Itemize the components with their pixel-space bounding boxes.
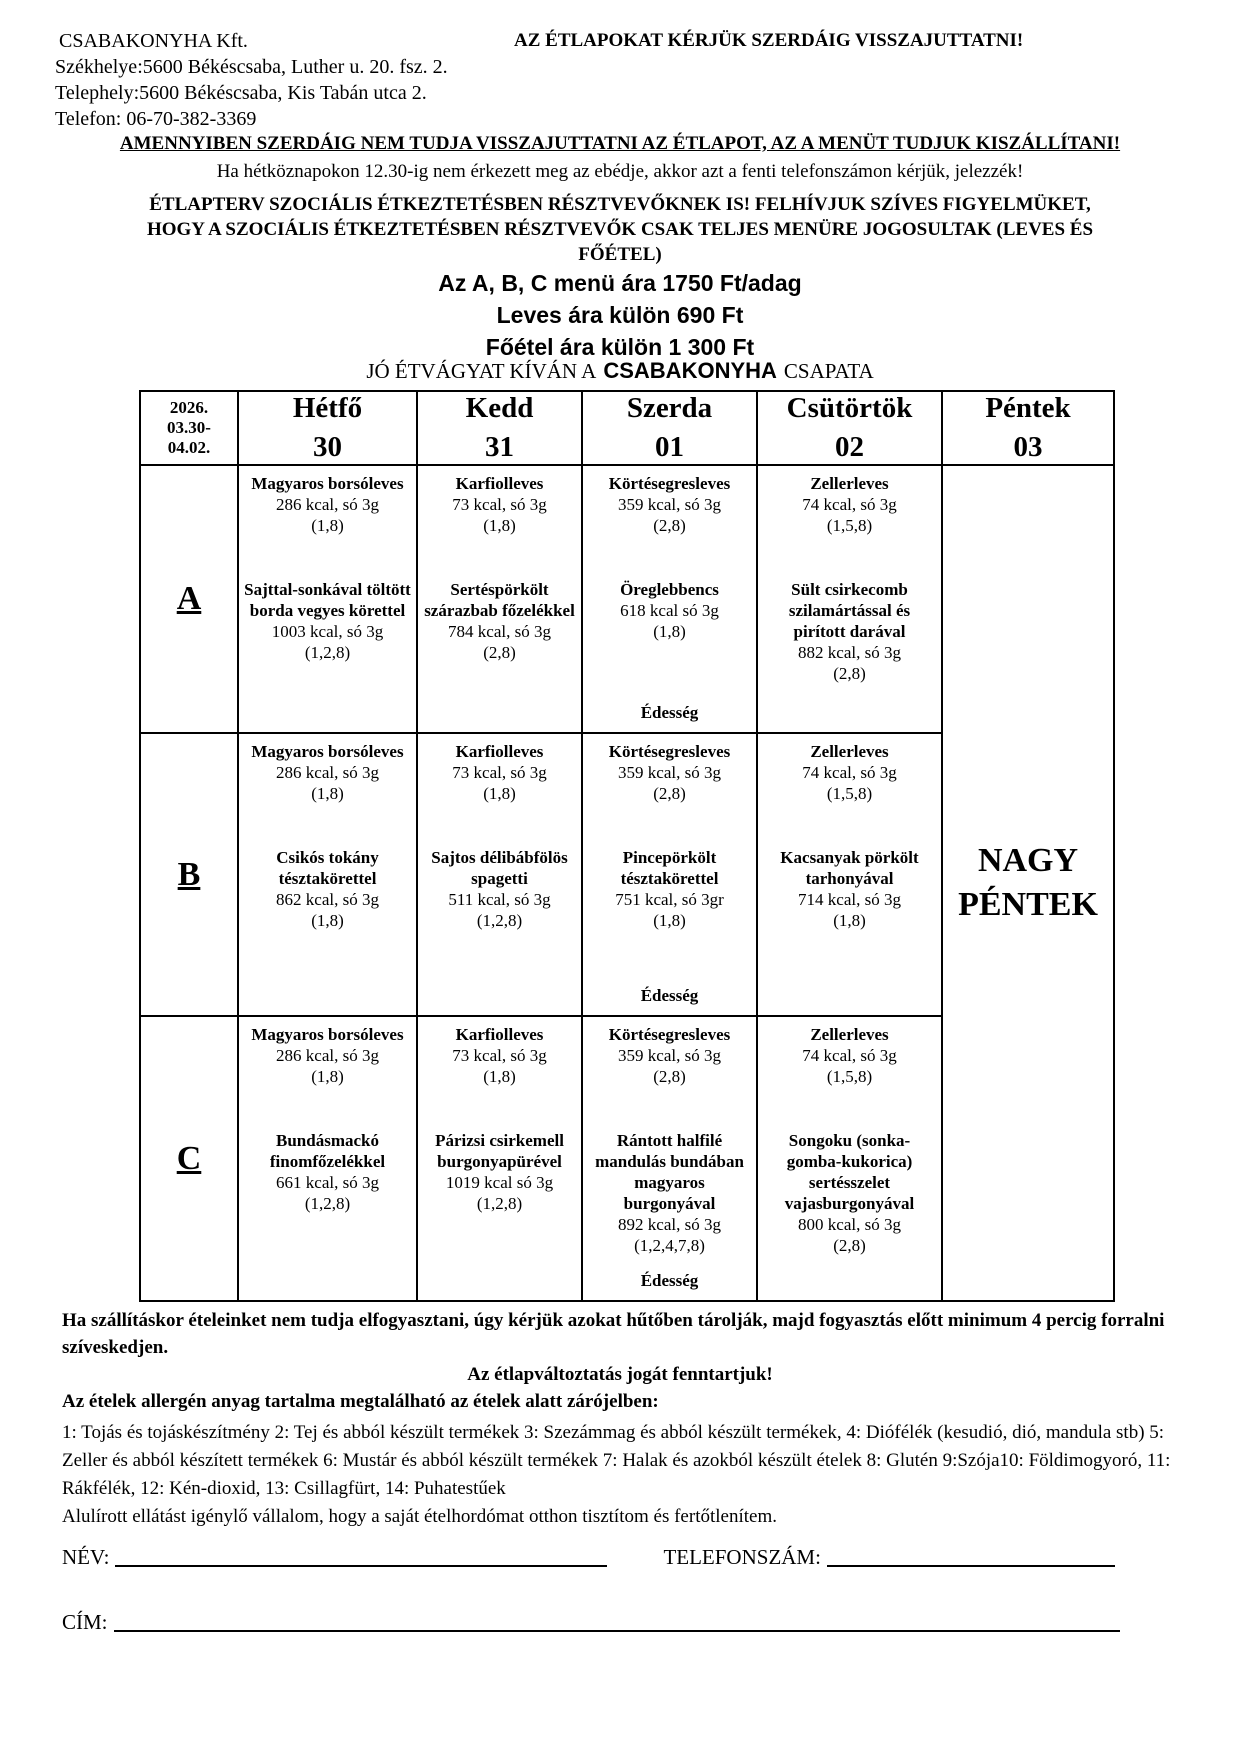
- dessert-label: Édesség: [640, 1271, 699, 1290]
- soup-name: Körtésegresleves: [608, 474, 731, 493]
- main-name: Sajttal-sonkával töltött borda vegyes körettel: [244, 580, 411, 620]
- main-allergens: (1,2,8): [476, 911, 523, 930]
- soup-allergens: (1,8): [483, 1067, 516, 1086]
- menu-cell-c-thursday: [757, 1016, 942, 1301]
- soup-info: 286 kcal, só 3g: [276, 1046, 379, 1065]
- soup-dish: [422, 741, 577, 847]
- main-allergens: (2,8): [833, 1236, 866, 1255]
- main-info: 1019 kcal só 3g: [445, 1173, 554, 1192]
- day-name: Péntek: [985, 392, 1071, 424]
- soup-name: Karfiolleves: [455, 742, 544, 761]
- price-menu-line: Az A, B, C menü ára 1750 Ft/adag: [438, 270, 802, 296]
- main-name: Sült csirkecomb szilamártással és pirított darával: [788, 580, 911, 641]
- menu-cell-b-monday: [238, 733, 417, 1016]
- weekly-menu-table: [139, 390, 1115, 1302]
- main-allergens: (1,2,8): [476, 1194, 523, 1213]
- soup-allergens: (2,8): [653, 1067, 686, 1086]
- main-info: 661 kcal, só 3g: [276, 1173, 379, 1192]
- main-info: 882 kcal, só 3g: [798, 643, 901, 662]
- allergen-info-title: Az ételek allergén anyag tartalma megtalálható az ételek alatt zárójelben:: [62, 1391, 659, 1412]
- main-info: 800 kcal, só 3g: [798, 1215, 901, 1234]
- soup-dish: [762, 1024, 937, 1130]
- soup-allergens: (1,8): [311, 784, 344, 803]
- day-name: Hétfő: [292, 392, 363, 424]
- soup-info: 359 kcal, só 3g: [618, 1046, 721, 1065]
- day-header-wednesday: [582, 391, 757, 465]
- main-allergens: (1,2,4,7,8): [634, 1236, 705, 1255]
- day-header-tuesday: [417, 391, 582, 465]
- main-allergens: (1,2,8): [304, 643, 351, 662]
- main-allergens: (1,8): [833, 911, 866, 930]
- soup-info: 73 kcal, só 3g: [452, 763, 547, 782]
- soup-dish: [422, 1024, 577, 1130]
- menu-cell-c-tuesday: [417, 1016, 582, 1301]
- soup-name: Karfiolleves: [455, 474, 544, 493]
- menu-change-notice: Az étlapváltoztatás jogát fenntartjuk!: [467, 1364, 773, 1385]
- main-name: Sajtos délibábfölös spagetti: [431, 848, 568, 888]
- soup-dish: [587, 741, 752, 847]
- main-dish: [587, 847, 752, 931]
- main-allergens: (2,8): [833, 664, 866, 683]
- day-header-friday: [942, 391, 1114, 465]
- day-name: Kedd: [465, 392, 534, 424]
- soup-allergens: (1,5,8): [826, 516, 873, 535]
- menu-cell-a-thursday: [757, 465, 942, 733]
- main-dish: [762, 847, 937, 931]
- main-name: Párizsi csirkemell burgonyapürével: [435, 1131, 564, 1171]
- main-name: Pincepörkölt tésztakörettel: [620, 848, 719, 888]
- social-catering-notice: ÉTLAPTERV SZOCIÁLIS ÉTKEZTETÉSBEN RÉSZTVEVŐKNEK IS! FELHÍVJUK SZÍVES FIGYELMÜKET, HOGY A SZOCIÁLIS ÉTKEZTETÉSBEN RÉSZTVEVŐK CSAK TELJES MENÜRE JOGOSULTAK (LEVES ÉS FŐÉTEL): [146, 194, 1094, 265]
- row-label-c: C: [140, 1016, 238, 1301]
- soup-name: Magyaros borsóleves: [251, 474, 404, 493]
- dessert-label: Édesség: [640, 986, 699, 1005]
- soup-info: 359 kcal, só 3g: [618, 495, 721, 514]
- main-allergens: (2,8): [483, 643, 516, 662]
- price-list: [0, 267, 1240, 363]
- brand-name: CSABAKONYHA: [603, 358, 777, 383]
- soup-dish: [587, 1024, 752, 1130]
- main-dish: [243, 579, 412, 663]
- main-dish: [422, 847, 577, 931]
- soup-name: Magyaros borsóleves: [251, 742, 404, 761]
- main-dish: [422, 1130, 577, 1214]
- phone-field[interactable]: [827, 1565, 1115, 1567]
- deadline-warning: AMENNYIBEN SZERDÁIG NEM TUDJA VISSZAJUTTATNI AZ ÉTLAPOT, AZ A MENÜT TUDJUK KISZÁLLÍTANI!: [119, 133, 1121, 154]
- menu-cell-a-monday: [238, 465, 417, 733]
- main-allergens: (1,8): [311, 911, 344, 930]
- soup-allergens: (2,8): [653, 516, 686, 535]
- main-info: 751 kcal, só 3gr: [615, 890, 724, 909]
- menu-row-a: [140, 465, 1114, 733]
- day-header-thursday: [757, 391, 942, 465]
- soup-dish: [243, 1024, 412, 1130]
- main-dish: [762, 1130, 937, 1256]
- return-deadline-notice: AZ ÉTLAPOKAT KÉRJÜK SZERDÁIG VISSZAJUTTATNI!: [514, 30, 1024, 51]
- main-dish: [422, 579, 577, 663]
- menu-cell-c-wednesday: [582, 1016, 757, 1301]
- main-info: 892 kcal, só 3g: [618, 1215, 721, 1234]
- day-date: 01: [655, 431, 684, 463]
- good-friday-cell: NAGY PÉNTEK: [942, 465, 1114, 1301]
- day-name: Csütörtök: [786, 392, 913, 424]
- main-name: Rántott halfilé mandulás bundában magyaros burgonyával: [595, 1131, 744, 1213]
- soup-info: 74 kcal, só 3g: [802, 495, 897, 514]
- day-date: 31: [485, 431, 514, 463]
- main-dish: [762, 579, 937, 684]
- soup-info: 73 kcal, só 3g: [452, 1046, 547, 1065]
- phone-label: TELEFONSZÁM:: [663, 1545, 821, 1569]
- dessert-label: Édesség: [640, 703, 699, 722]
- main-dish: [587, 1130, 752, 1256]
- soup-dish: [762, 741, 937, 847]
- soup-dish: [243, 741, 412, 847]
- soup-info: 286 kcal, só 3g: [276, 763, 379, 782]
- allergen-list: 1: Tojás és tojáskészítmény 2: Tej és abból készült termékek 3: Szezámmag és abból készült termékek, 4: Diófélék (kesudió, dió, mandula stb) 5: Zeller és abból készített termékek 6: Mustár és abból készült termékek 7: Halak és azokból készült ételek 8: Glutén 9:Szója10: Földimogyoró, 11: Rákfélék, 12: Kén-dioxid, 13: Csillagfürt, 14: Puhatestűek: [62, 1422, 1171, 1499]
- self-declaration: Alulírott ellátást igénylő vállalom, hogy a saját ételhordómat otthon tisztítom és fertőtlenítem.: [62, 1506, 777, 1527]
- soup-info: 74 kcal, só 3g: [802, 763, 897, 782]
- soup-allergens: (2,8): [653, 784, 686, 803]
- soup-allergens: (1,8): [311, 516, 344, 535]
- menu-cell-a-tuesday: [417, 465, 582, 733]
- main-info: 1003 kcal, só 3g: [271, 622, 384, 641]
- week-date-range: [140, 391, 238, 465]
- address-label: CÍM:: [62, 1610, 108, 1634]
- greeting-suffix: CSAPATA: [783, 359, 874, 383]
- main-dish: [587, 579, 752, 642]
- main-info: 714 kcal, só 3g: [798, 890, 901, 909]
- menu-cell-b-wednesday: [582, 733, 757, 1016]
- main-allergens: (1,8): [653, 911, 686, 930]
- main-name: Öreglebbencs: [620, 580, 719, 599]
- menu-header-row: [140, 391, 1114, 465]
- soup-info: 286 kcal, só 3g: [276, 495, 379, 514]
- company-phone: Telefon: 06-70-382-3369: [55, 108, 257, 130]
- main-name: Bundásmackó finomfőzelékkel: [269, 1131, 386, 1171]
- day-date: 03: [1013, 431, 1043, 463]
- day-date: 02: [835, 431, 864, 463]
- address-field[interactable]: [114, 1630, 1120, 1632]
- soup-info: 73 kcal, só 3g: [452, 495, 547, 514]
- greeting-line: [0, 358, 1240, 384]
- soup-allergens: (1,5,8): [826, 784, 873, 803]
- soup-dish: [422, 473, 577, 579]
- price-main-line: Főétel ára külön 1 300 Ft: [485, 334, 755, 360]
- main-info: 511 kcal, só 3g: [448, 890, 551, 909]
- soup-allergens: (1,8): [483, 784, 516, 803]
- row-label-a: A: [140, 465, 238, 733]
- soup-allergens: (1,8): [483, 516, 516, 535]
- main-name: Kacsanyak pörkölt tarhonyával: [780, 848, 919, 888]
- company-name: CSABAKONYHA Kft.: [59, 30, 248, 52]
- name-phone-form-row: [62, 1545, 1115, 1570]
- main-name: Csikós tokány tésztakörettel: [276, 848, 379, 888]
- soup-name: Körtésegresleves: [608, 1025, 731, 1044]
- date-line-year: 2026.: [169, 398, 209, 417]
- menu-cell-b-thursday: [757, 733, 942, 1016]
- menu-cell-b-tuesday: [417, 733, 582, 1016]
- date-line-end: 04.02.: [167, 438, 211, 457]
- day-name: Szerda: [626, 392, 713, 424]
- row-label-b: B: [140, 733, 238, 1016]
- soup-allergens: (1,8): [311, 1067, 344, 1086]
- main-info: 784 kcal, só 3g: [448, 622, 551, 641]
- soup-dish: [587, 473, 752, 579]
- company-seat-address: Székhelye:5600 Békéscsaba, Luther u. 20. fsz. 2.: [55, 56, 448, 78]
- date-line-start: 03.30-: [167, 418, 211, 437]
- main-name: Songoku (sonka-gomba-kukorica) sertésszelet vajasburgonyával: [784, 1131, 915, 1213]
- main-dish: [243, 1130, 412, 1214]
- name-label: NÉV:: [62, 1545, 110, 1569]
- main-name: Sertéspörkölt szárazbab főzelékkel: [424, 580, 575, 620]
- soup-name: Magyaros borsóleves: [251, 1025, 404, 1044]
- day-header-monday: [238, 391, 417, 465]
- day-date: 30: [313, 431, 342, 463]
- company-site-address: Telephely:5600 Békéscsaba, Kis Tabán utca 2.: [55, 82, 427, 104]
- soup-name: Zellerleves: [810, 474, 889, 493]
- company-info-block: [55, 28, 448, 132]
- soup-info: 74 kcal, só 3g: [802, 1046, 897, 1065]
- soup-name: Karfiolleves: [455, 1025, 544, 1044]
- main-allergens: (1,8): [653, 622, 686, 641]
- late-delivery-note: Ha hétköznapokon 12.30-ig nem érkezett meg az ebédje, akkor azt a fenti telefonszámon kérjük, jelezzék!: [216, 161, 1024, 182]
- price-soup-line: Leves ára külön 690 Ft: [496, 302, 744, 328]
- soup-info: 359 kcal, só 3g: [618, 763, 721, 782]
- soup-dish: [243, 473, 412, 579]
- main-allergens: (1,2,8): [304, 1194, 351, 1213]
- address-form-row: [62, 1610, 1120, 1635]
- soup-name: Körtésegresleves: [608, 742, 731, 761]
- main-info: 618 kcal só 3g: [620, 601, 719, 620]
- storage-instruction: Ha szállításkor ételeinket nem tudja elfogyasztani, úgy kérjük azokat hűtőben tárolják, majd fogyasztás előtt minimum 4 percig forralni szíveskedjen.: [62, 1310, 1165, 1358]
- menu-cell-a-wednesday: [582, 465, 757, 733]
- name-field[interactable]: [115, 1565, 607, 1567]
- soup-allergens: (1,5,8): [826, 1067, 873, 1086]
- menu-cell-c-monday: [238, 1016, 417, 1301]
- soup-name: Zellerleves: [810, 1025, 889, 1044]
- soup-name: Zellerleves: [810, 742, 889, 761]
- main-dish: [243, 847, 412, 931]
- main-info: 862 kcal, só 3g: [276, 890, 379, 909]
- greeting-prefix: JÓ ÉTVÁGYAT KÍVÁN A: [366, 359, 597, 383]
- soup-dish: [762, 473, 937, 579]
